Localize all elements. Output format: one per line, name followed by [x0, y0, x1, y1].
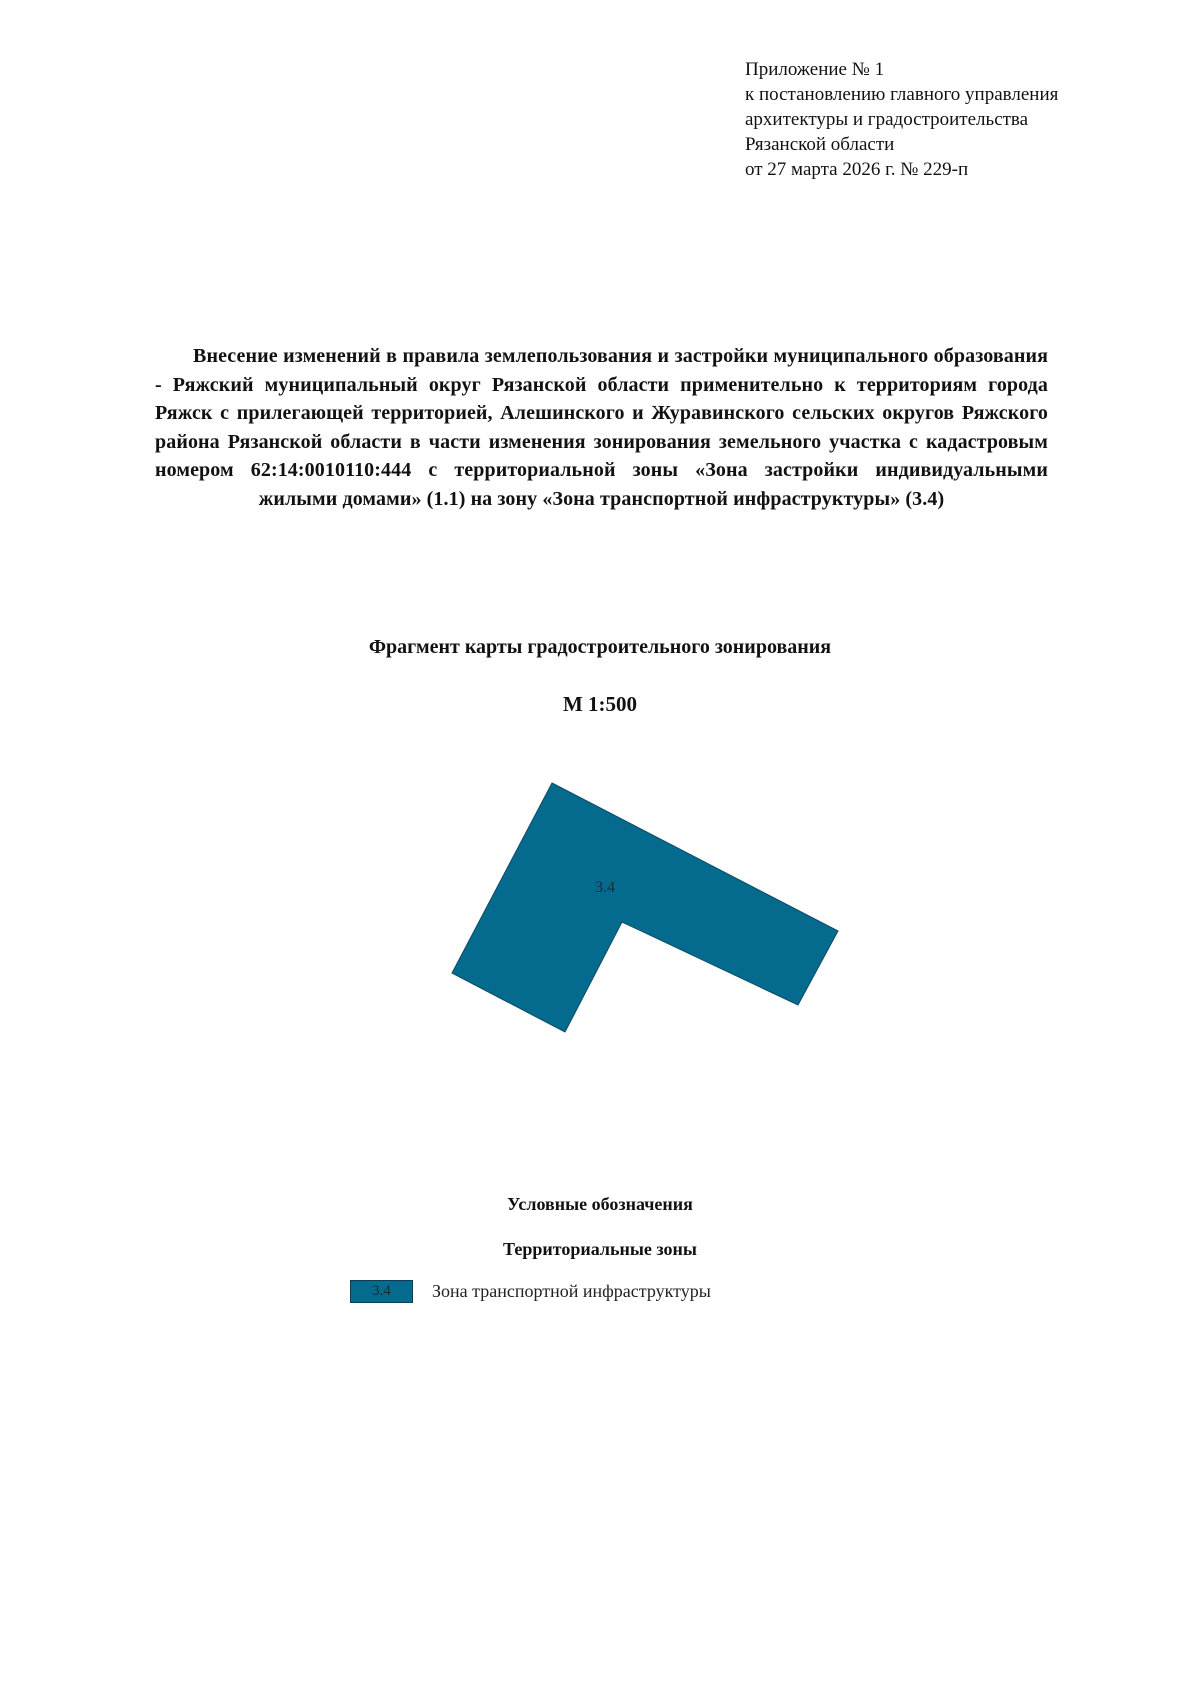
appendix-line: к постановлению главного управления — [745, 84, 1059, 105]
appendix-line: Рязанской области — [745, 134, 895, 155]
document-title: Внесение изменений в правила землепользования и застройки муниципального образования - Ряжский муниципальный округ Рязанской области применительно к территориям города Ряжск с прилегающей территорией, Алешинского и Журавинского сельских округов Ряжского района Рязанской области в части изменения зонирования земельного участка с кадастровым номером 62:14:0010110:444 с территориальной зоны «Зона застройки индивидуальными жилыми домами» (1.1) на зону «Зона транспортной инфраструктуры» (3.4) — [155, 345, 1048, 510]
map-scale: М 1:500 — [562, 692, 638, 716]
map-heading: Фрагмент карты градостроительного зонирования — [368, 636, 832, 658]
legend-label: Зона транспортной инфраструктуры — [432, 1281, 711, 1301]
appendix-line: архитектуры и градостроительства — [745, 109, 1029, 130]
appendix-line: Приложение № 1 — [745, 59, 885, 80]
legend-swatch: 3.4 — [350, 1280, 413, 1303]
zone-label: 3.4 — [595, 879, 615, 896]
legend-subheading: Территориальные зоны — [503, 1239, 697, 1259]
zone-polygon-3-4 — [452, 783, 838, 1032]
zoning-map — [440, 770, 850, 1050]
legend-heading: Условные обозначения — [507, 1194, 693, 1214]
appendix-line: от 27 марта 2026 г. № 229-п — [745, 159, 969, 180]
appendix-block — [745, 57, 1058, 182]
legend-item — [350, 1279, 711, 1303]
